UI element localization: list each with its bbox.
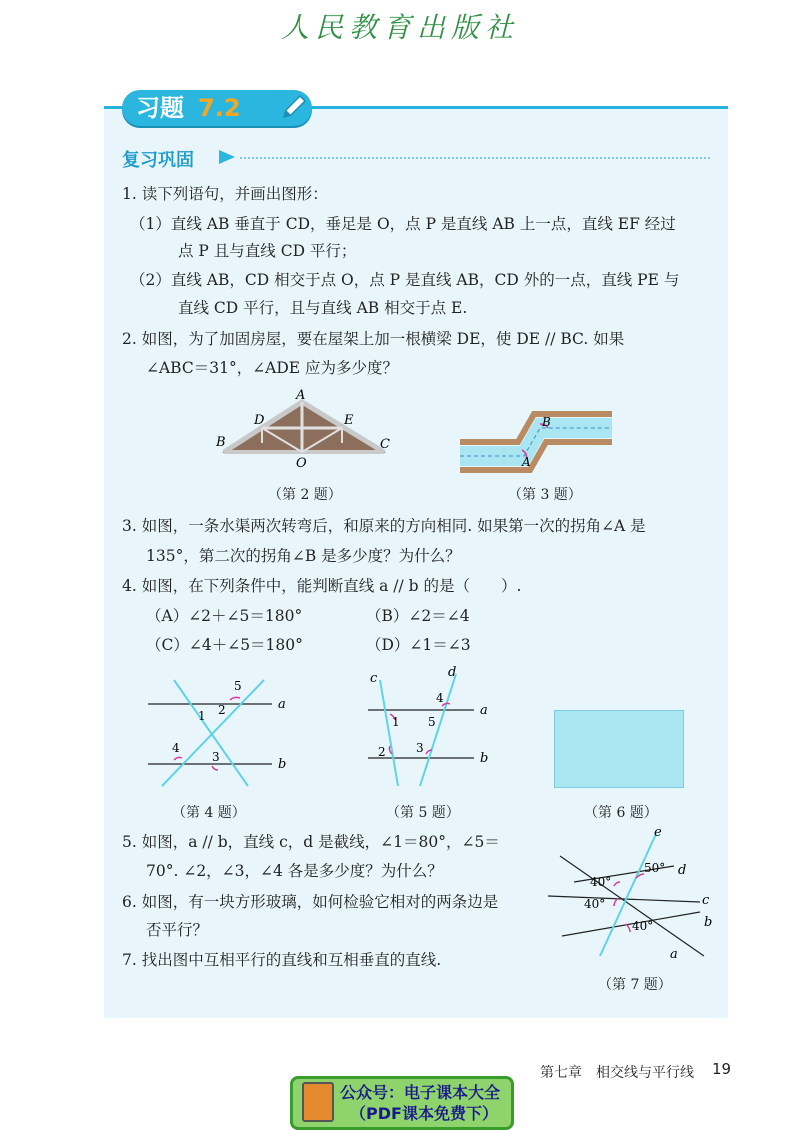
triangle-arrow-icon	[218, 149, 236, 165]
exercise-title: 习题	[136, 94, 184, 122]
fig3-caption: （第 3 题）	[508, 487, 582, 503]
fig7-label-b: b	[704, 915, 713, 930]
fig5-label-a: a	[480, 703, 488, 718]
q1-part1-cont: 点 P 且与直线 CD 平行；	[178, 242, 357, 260]
fig7-caption: （第 7 题）	[598, 977, 672, 993]
fig4-label-5: 5	[234, 679, 242, 693]
fig5-label-2: 2	[378, 745, 386, 759]
q4-option-a: （A）∠2＋∠5＝180°	[146, 607, 303, 625]
banner-line1: 公众号：电子课本大全	[340, 1083, 501, 1102]
q2-text: 2. 如图，为了加固房屋，要在屋架上加一根横梁 DE，使 DE // BC. 如果	[122, 330, 625, 348]
fig7-label-a: a	[670, 947, 678, 962]
q6-text: 6. 如图，有一块方形玻璃，如何检验它相对的两条边是	[122, 893, 499, 911]
fig7-label-c: c	[702, 893, 710, 908]
q3-cont: 135°，第二次的拐角∠B 是多少度？为什么？	[146, 547, 461, 565]
fig4-label-4: 4	[172, 741, 180, 755]
q1-part2-text: （2）直线 AB，CD 相交于点 O，点 P 是直线 AB，CD 外的一点，直线 PE 与	[130, 271, 680, 289]
fig4-label-3: 3	[212, 750, 220, 764]
q7-text: 7. 找出图中互相平行的直线和互相垂直的直线.	[122, 951, 442, 969]
fig4-label-b: b	[278, 757, 287, 772]
fig2-caption: （第 2 题）	[268, 487, 342, 503]
q1-part2-cont: 直线 CD 平行，且与直线 AB 相交于点 E.	[178, 299, 468, 317]
fig2-label-b: B	[216, 435, 226, 450]
banner-line2: （PDF课本免费下）	[350, 1104, 498, 1123]
fig2-label-e: E	[344, 413, 354, 428]
section-dotted-rule	[240, 157, 710, 159]
fig7-angle-40-bottom: 40°	[632, 919, 654, 933]
q4-option-c: （C）∠4＋∠5＝180°	[146, 636, 303, 654]
fig7-angle-40-top: 40°	[590, 875, 612, 889]
fig2-label-a: A	[296, 388, 306, 403]
fig7-angle-50: 50°	[644, 861, 666, 875]
q1-part1-text: （1）直线 AB 垂直于 CD，垂足是 O，点 P 是直线 AB 上一点，直线 EF 经过	[130, 215, 676, 233]
q4-option-d: （D）∠1＝∠3	[366, 636, 471, 654]
fig6-caption: （第 6 题）	[584, 805, 658, 821]
q6-cont: 否平行？	[146, 921, 209, 939]
fig2-label-d: D	[254, 413, 265, 428]
fig3-canal	[456, 406, 616, 476]
fig5-caption: （第 5 题）	[386, 805, 460, 821]
fig5-label-d: d	[448, 665, 457, 680]
fig5-label-b: b	[480, 751, 489, 766]
exercise-number: 7.2	[198, 94, 241, 122]
fig5-label-5: 5	[428, 715, 436, 729]
page-number: 19	[712, 1060, 732, 1078]
fig4-caption: （第 4 题）	[172, 805, 246, 821]
chapter-footer: 第七章 相交线与平行线	[540, 1065, 694, 1081]
fig4-label-a: a	[278, 697, 286, 712]
fig2-roof-truss	[214, 388, 404, 470]
q4-option-b: （B）∠2＝∠4	[366, 607, 470, 625]
q2-cont: ∠ABC＝31°，∠ADE 应为多少度？	[146, 359, 399, 377]
fig4-label-1: 1	[198, 709, 206, 723]
pencil-icon	[278, 93, 308, 123]
fig6-glass	[554, 710, 684, 788]
q5-text: 5. 如图，a // b，直线 c，d 是截线，∠1＝80°，∠5＝	[122, 833, 500, 851]
fig7-diagram	[544, 826, 724, 966]
fig5-label-3: 3	[416, 741, 424, 755]
fig3-label-a: A	[522, 455, 531, 469]
fig5-diagram	[364, 664, 500, 794]
q5-cont: 70°. ∠2，∠3，∠4 各是多少度？为什么？	[146, 862, 443, 880]
fig7-angle-40-mid: 40°	[584, 897, 606, 911]
section-title: 复习巩固	[122, 150, 194, 171]
fig5-label-c: c	[370, 671, 378, 686]
fig7-label-d: d	[678, 863, 687, 878]
fig5-label-4: 4	[436, 691, 444, 705]
fig2-label-c: C	[380, 437, 390, 452]
q4-text: 4. 如图，在下列条件中，能判断直线 a // b 的是（ ）.	[122, 577, 522, 595]
fig2-label-o: O	[296, 456, 307, 470]
fig5-label-1: 1	[392, 715, 400, 729]
q1-text: 1. 读下列语句，并画出图形：	[122, 185, 328, 203]
publisher-logo: 人民教育出版社	[280, 11, 519, 44]
fig4-label-2: 2	[218, 703, 226, 717]
fig4-diagram	[144, 674, 294, 794]
q3-text: 3. 如图，一条水渠两次转弯后，和原来的方向相同. 如果第一次的拐角∠A 是	[122, 517, 646, 535]
fig3-label-b: B	[542, 415, 551, 429]
fig7-label-e: e	[654, 826, 662, 840]
book-icon	[302, 1082, 334, 1122]
